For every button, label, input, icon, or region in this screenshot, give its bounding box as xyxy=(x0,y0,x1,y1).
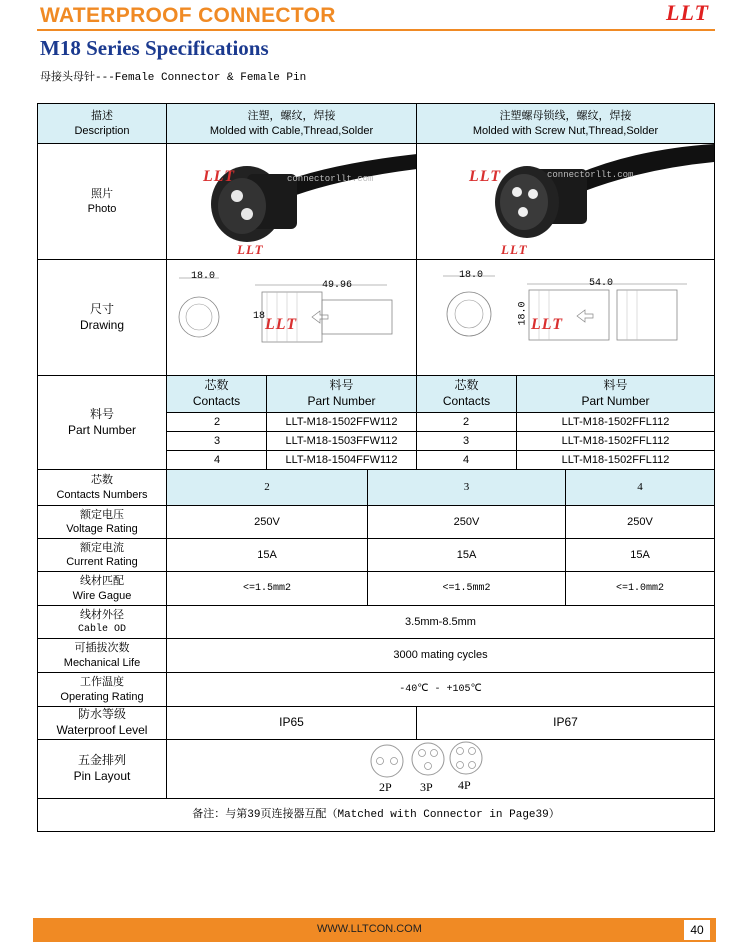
photo-watermark-logo: LLT xyxy=(203,168,236,185)
photo-watermark-logo-2: LLT xyxy=(237,242,264,257)
wire-val-1: <=1.5mm2 xyxy=(166,571,368,606)
photo-watermark-logo-3: LLT xyxy=(469,168,502,185)
pin-layout-label xyxy=(37,739,167,799)
current-val-3: 15A xyxy=(565,538,715,572)
col2-en: Molded with Screw Nut,Thread,Solder xyxy=(472,124,659,137)
photo-watermark-url-2: connectorllt.com xyxy=(547,170,634,180)
col2-description xyxy=(416,103,715,144)
mech-life-value: 3000 mating cycles xyxy=(166,638,715,673)
subtitle: 母接头母针---Female Connector & Female Pin xyxy=(40,72,307,84)
contacts-numbers-en: Contacts Numbers xyxy=(56,488,148,501)
drawing-left xyxy=(166,259,417,376)
col1-description xyxy=(166,103,417,144)
description-en: Description xyxy=(74,124,130,137)
current-label xyxy=(37,538,167,572)
drawing-right xyxy=(416,259,715,376)
brand-logo: LLT xyxy=(666,0,709,25)
pin-label-2p: 2P xyxy=(379,780,392,794)
pn-header-left-en: Part Number xyxy=(307,394,376,408)
header-divider xyxy=(37,29,715,31)
header-title: WATERPROOF CONNECTOR xyxy=(40,4,336,27)
pn-right-row2-pn: LLT-M18-1502FFL112 xyxy=(516,431,715,451)
part-number-zh: 料号 xyxy=(89,406,114,421)
voltage-val-3: 250V xyxy=(565,505,715,539)
pn-right-row1-contacts: 2 xyxy=(416,412,517,432)
cable-od-zh: 线材外径 xyxy=(80,609,124,622)
contacts-header-left-en: Contacts xyxy=(192,394,241,408)
contacts-numbers-val-1: 2 xyxy=(166,469,368,506)
mech-life-en: Mechanical Life xyxy=(63,656,141,669)
contacts-numbers-val-2: 3 xyxy=(367,469,566,506)
description-label xyxy=(37,103,167,144)
pin-layout-en: Pin Layout xyxy=(73,769,131,783)
drawing-right-diameter: 18.0 xyxy=(459,270,484,281)
photo-watermark-logo-4: LLT xyxy=(501,242,528,257)
page-number: 40 xyxy=(684,920,710,940)
description-zh: 描述 xyxy=(91,110,113,123)
pn-left-row3-contacts: 4 xyxy=(166,450,267,470)
contacts-header-right-en: Contacts xyxy=(442,394,491,408)
part-number-en: Part Number xyxy=(67,422,137,437)
waterproof-left: IP65 xyxy=(166,706,417,740)
contacts-header-right xyxy=(416,375,517,413)
cable-od-en: Cable OD xyxy=(77,623,126,635)
contacts-header-left-zh: 芯数 xyxy=(204,378,229,393)
drawing-label xyxy=(37,259,167,376)
drawing-en: Drawing xyxy=(79,317,124,332)
op-rating-label xyxy=(37,672,167,707)
pn-header-right-en: Part Number xyxy=(581,394,650,408)
contacts-header-right-zh: 芯数 xyxy=(454,378,479,393)
pn-left-row1-pn: LLT-M18-1502FFW112 xyxy=(266,412,417,432)
mech-life-label xyxy=(37,638,167,673)
current-zh: 额定电流 xyxy=(80,541,124,554)
drawing-watermark-left: LLT xyxy=(265,316,298,333)
op-rating-zh: 工作温度 xyxy=(80,676,124,689)
pn-left-row3-pn: LLT-M18-1504FFW112 xyxy=(266,450,417,470)
connector-photo-1-image xyxy=(167,144,416,259)
waterproof-zh: 防水等级 xyxy=(77,707,126,722)
waterproof-en: Waterproof Level xyxy=(56,723,148,737)
current-val-1: 15A xyxy=(166,538,368,572)
photo-screw-nut-connector xyxy=(416,143,715,260)
matching-note: 备注：与第39页连接器互配（Matched with Connector in Page39） xyxy=(37,798,715,832)
col1-zh: 注塑，螺纹，焊接 xyxy=(247,110,336,123)
voltage-en: Voltage Rating xyxy=(66,523,138,535)
pn-right-row3-pn: LLT-M18-1502FFL112 xyxy=(516,450,715,470)
wire-en: Wire Gague xyxy=(72,589,132,602)
contacts-numbers-val-3: 4 xyxy=(565,469,715,506)
pin-layout-svg xyxy=(167,740,714,798)
voltage-val-1: 250V xyxy=(166,505,368,539)
pn-left-row2-pn: LLT-M18-1503FFW112 xyxy=(266,431,417,451)
drawing-watermark-right: LLT xyxy=(531,316,564,333)
op-rating-value: -40℃ - +105℃ xyxy=(166,672,715,707)
pn-right-row2-contacts: 3 xyxy=(416,431,517,451)
current-en: Current Rating xyxy=(66,556,138,568)
pn-header-left xyxy=(266,375,417,413)
pn-header-right xyxy=(516,375,715,413)
pin-layout-zh: 五金排列 xyxy=(77,753,126,768)
op-rating-en: Operating Rating xyxy=(60,690,144,703)
cable-od-label xyxy=(37,605,167,639)
cable-od-value: 3.5mm-8.5mm xyxy=(166,605,715,639)
contacts-numbers-zh: 芯数 xyxy=(91,474,113,487)
pn-left-row1-contacts: 2 xyxy=(166,412,267,432)
pin-layout-diagram xyxy=(166,739,715,799)
photo-zh: 照片 xyxy=(91,188,113,201)
contacts-header-left xyxy=(166,375,267,413)
voltage-zh: 额定电压 xyxy=(80,508,124,521)
col1-en: Molded with Cable,Thread,Solder xyxy=(209,124,374,137)
mech-life-zh: 可插拔次数 xyxy=(74,642,130,655)
pn-right-row1-pn: LLT-M18-1502FFL112 xyxy=(516,412,715,432)
drawing-right-height: 18.0 xyxy=(517,301,529,326)
wire-val-2: <=1.5mm2 xyxy=(367,571,566,606)
pn-header-left-zh: 料号 xyxy=(329,378,354,393)
voltage-label xyxy=(37,505,167,539)
waterproof-right: IP67 xyxy=(416,706,715,740)
drawing-zh: 尺寸 xyxy=(89,301,114,316)
connector-photo-2-image xyxy=(417,144,714,259)
pin-label-4p: 4P xyxy=(458,778,471,792)
photo-label xyxy=(37,143,167,260)
wire-val-3: <=1.0mm2 xyxy=(565,571,715,606)
photo-watermark-url: connectorllt.com xyxy=(287,174,374,184)
photo-en: Photo xyxy=(87,202,117,215)
waterproof-label xyxy=(37,706,167,740)
current-val-2: 15A xyxy=(367,538,566,572)
photo-molded-connector xyxy=(166,143,417,260)
pn-left-row2-contacts: 3 xyxy=(166,431,267,451)
pn-header-right-zh: 料号 xyxy=(603,378,628,393)
part-number-label xyxy=(37,375,167,470)
footer-url: WWW.LLTCON.COM xyxy=(317,923,422,935)
drawing-left-height: 18 xyxy=(253,311,266,322)
wire-label xyxy=(37,571,167,606)
col2-zh: 注塑螺母锁线，螺纹，焊接 xyxy=(499,110,632,123)
drawing-right-length: 54.0 xyxy=(589,278,614,289)
voltage-val-2: 250V xyxy=(367,505,566,539)
wire-zh: 线材匹配 xyxy=(80,575,124,588)
pin-label-3p: 3P xyxy=(420,780,433,794)
contacts-numbers-label xyxy=(37,469,167,506)
drawing-left-length: 49.96 xyxy=(322,280,353,291)
series-title: M18 Series Specifications xyxy=(40,36,269,60)
pn-right-row3-contacts: 4 xyxy=(416,450,517,470)
drawing-left-diameter: 18.0 xyxy=(191,271,216,282)
